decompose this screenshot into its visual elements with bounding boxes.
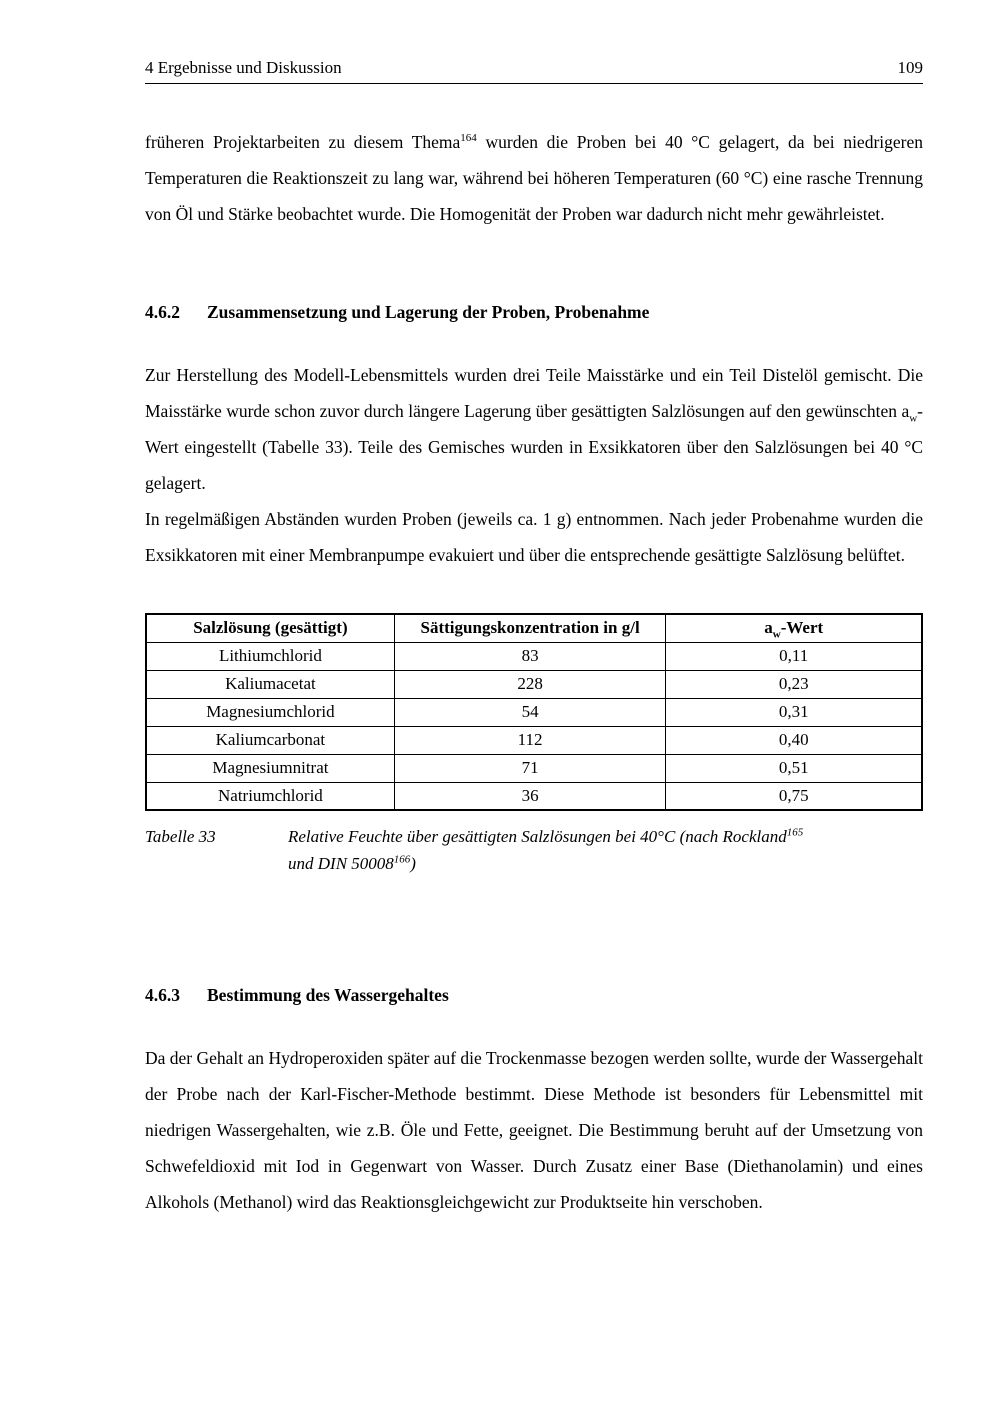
- table-cell-aw: 0,75: [666, 782, 922, 810]
- page-header: [145, 58, 923, 84]
- table-cell-aw: 0,40: [666, 726, 922, 754]
- table-cell-concentration: 71: [394, 754, 666, 782]
- footnote-ref-166: 166: [393, 853, 411, 866]
- table-cell-concentration: 228: [394, 670, 666, 698]
- caption-line-1-text: Relative Feuchte über gesättigten Salzlösungen bei 40°C (nach Rockland: [288, 827, 787, 846]
- caption-line-2-close: ): [410, 854, 416, 873]
- table-cell-aw: 0,31: [666, 698, 922, 726]
- running-head: 4 Ergebnisse und Diskussion: [145, 58, 342, 77]
- paragraph-composition-text: Zur Herstellung des Modell-Lebensmittels wurden drei Teile Maisstärke und ein Teil Distelöl gemischt. Die Maisstärke wurde schon zuvor durch längere Lagerung über gesättigten Salzlösungen auf den gewünschten a: [145, 365, 923, 421]
- footnote-ref-165: 165: [786, 826, 804, 839]
- table-cell-aw: 0,11: [666, 642, 922, 670]
- salt-solution-table: [145, 613, 923, 811]
- table-caption-label: Tabelle 33: [145, 827, 216, 846]
- paragraph-intro: [145, 124, 923, 232]
- table-row: [146, 698, 922, 726]
- footnote-ref-164: 164: [460, 132, 477, 145]
- section-number-463: 4.6.3: [145, 985, 180, 1005]
- table-row: [146, 642, 922, 670]
- section-number-462: 4.6.2: [145, 302, 180, 322]
- table-cell-concentration: 83: [394, 642, 666, 670]
- paragraph-water-content: Da der Gehalt an Hydroperoxiden später auf die Trockenmasse bezogen werden sollte, wurde der Wassergehalt der Probe nach der Karl-Fischer-Methode bestimmt. Diese Methode ist besonders für Lebensmittel mit niedrigen Wassergehalten, wie z.B. Öle und Fette, geeignet. Die Bestimmung beruht auf der Umsetzung von Schwefeldioxid mit Iod in Gegenwart von Wasser. Durch Zusatz einer Base (Diethanolamin) und eines Alkohols (Methanol) wird das Reaktionsgleichgewicht zur Produktseite hin verschoben.: [145, 1048, 923, 1212]
- section-title-462: Zusammensetzung und Lagerung der Proben, Probenahme: [207, 302, 650, 322]
- paragraph-composition: [145, 357, 923, 501]
- aw-header-text: a: [764, 618, 773, 638]
- table-cell-salt: Magnesiumnitrat: [146, 754, 394, 782]
- section-heading-462: [145, 302, 923, 323]
- table-cell-salt: Kaliumacetat: [146, 670, 394, 698]
- section-title-463: Bestimmung des Wassergehaltes: [207, 985, 449, 1005]
- aw-subscript: w: [909, 412, 918, 425]
- table-cell-salt: Kaliumcarbonat: [146, 726, 394, 754]
- paragraph-composition-text-continued: -Wert eingestellt (Tabelle 33). Teile des Gemisches wurden in Exsikkatoren über den Salzlösungen bei 40 °C gelagert.: [145, 401, 923, 493]
- section-heading-463: [145, 985, 923, 1006]
- table-cell-aw: 0,23: [666, 670, 922, 698]
- table-row: [146, 782, 922, 810]
- caption-line-1: [288, 827, 803, 846]
- paragraph-sampling: In regelmäßigen Abständen wurden Proben (jeweils ca. 1 g) entnommen. Nach jeder Probenahme wurden die Exsikkatoren mit einer Membranpumpe evakuiert und über die entsprechende gesättigte Salzlösung belüftet.: [145, 509, 923, 565]
- caption-line-2-text: und DIN 50008: [288, 854, 394, 873]
- column-header-concentration: Sättigungskonzentration in g/l: [394, 614, 666, 642]
- paragraph-intro-text-continued: wurden die Proben bei 40 °C gelagert, da bei niedrigeren Temperaturen die Reaktionszeit zu lang war, während bei höheren Temperaturen (60 °C) eine rasche Trennung von Öl und Stärke beobachtet wurde. Die Homogenität der Proben war dadurch nicht mehr gewährleistet.: [145, 132, 924, 224]
- table-row: [146, 726, 922, 754]
- aw-header-suffix: -Wert: [780, 618, 824, 638]
- table-caption-text: [288, 823, 923, 877]
- page-content: [145, 58, 923, 1220]
- table-cell-concentration: 112: [394, 726, 666, 754]
- page-number: 109: [897, 58, 923, 77]
- table-row: [146, 754, 922, 782]
- table-row: [146, 670, 922, 698]
- column-header-salt: Salzlösung (gesättigt): [146, 614, 394, 642]
- table-cell-concentration: 54: [394, 698, 666, 726]
- table-cell-concentration: 36: [394, 782, 666, 810]
- table-header-row: [146, 614, 922, 642]
- paragraph-intro-text: früheren Projektarbeiten zu diesem Thema: [145, 132, 461, 152]
- table-cell-salt: Magnesiumchlorid: [146, 698, 394, 726]
- table-cell-aw: 0,51: [666, 754, 922, 782]
- caption-line-2: [288, 854, 416, 873]
- table-cell-salt: Natriumchlorid: [146, 782, 394, 810]
- aw-header-subscript: w: [772, 628, 781, 641]
- table-caption: [145, 823, 923, 877]
- column-header-aw: [666, 614, 922, 642]
- table-cell-salt: Lithiumchlorid: [146, 642, 394, 670]
